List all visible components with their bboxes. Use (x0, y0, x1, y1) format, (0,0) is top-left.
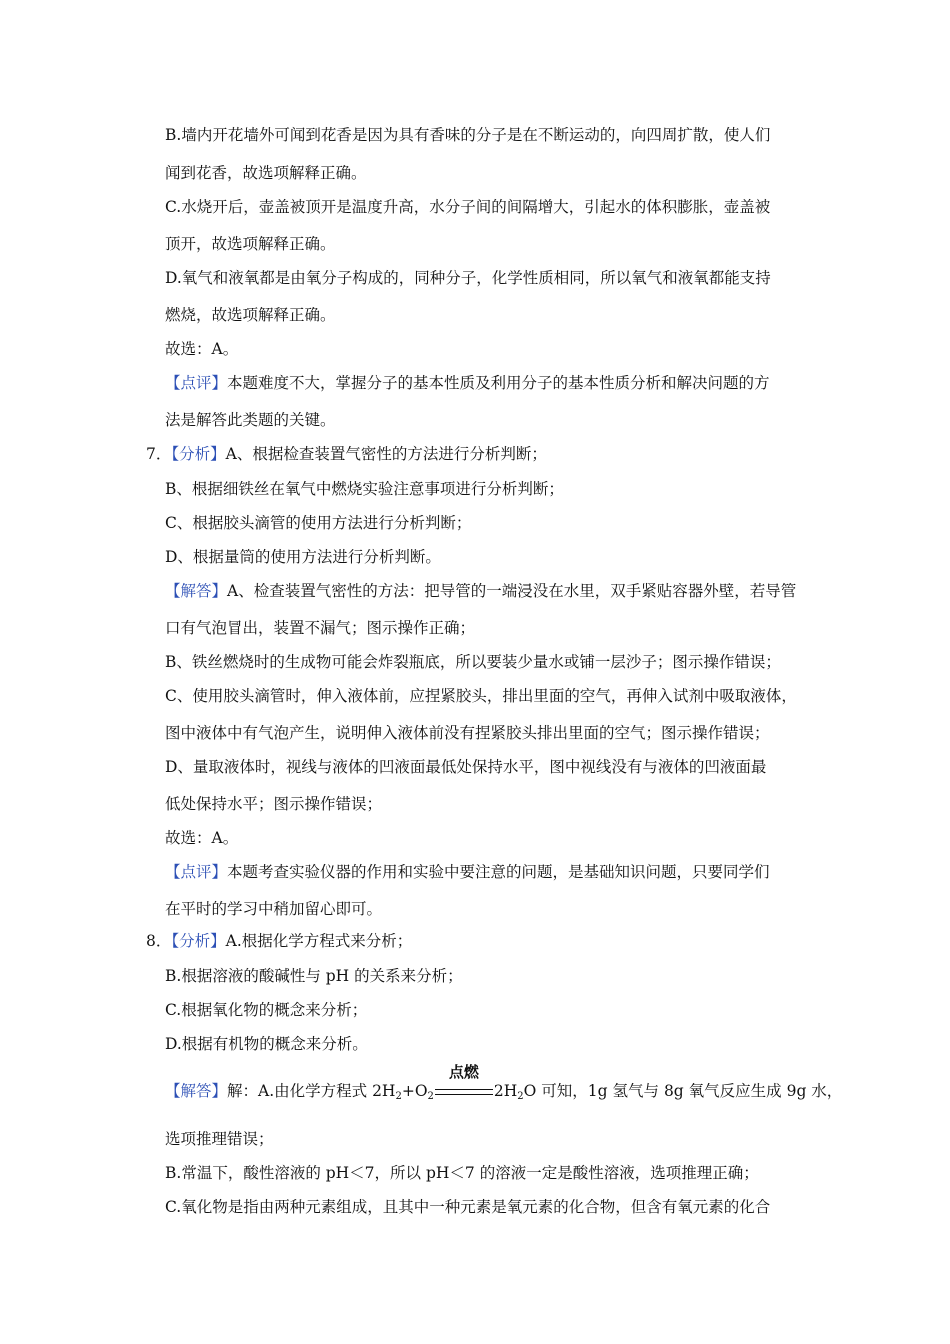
text-line: 顶开，故选项解释正确。 (165, 235, 336, 253)
text-line: C.氧化物是指由两种元素组成，且其中一种元素是氧元素的化合物，但含有氧元素的化合 (165, 1198, 771, 1216)
answer-line (165, 581, 796, 601)
text-line: 低处保持水平；图示操作错误； (165, 795, 383, 813)
text-line: 闻到花香，故选项解释正确。 (165, 164, 367, 182)
text-line: B.根据溶液的酸碱性与 pH 的关系来分析； (165, 967, 463, 985)
answer-text: A、检查装置气密性的方法：把导管的一端浸没在水里，双手紧贴容器外壁，若导管 (227, 582, 797, 600)
comment-line (165, 373, 770, 393)
reaction-condition: 点燃 (448, 1063, 479, 1081)
text-line: 在平时的学习中稍加留心即可。 (165, 900, 383, 918)
text-line: B、根据细铁丝在氧气中燃烧实验注意事项进行分析判断； (165, 480, 564, 498)
equals-sign (435, 1089, 493, 1095)
subscript: 2 (395, 1091, 402, 1102)
answer-tag: 【解答】 (165, 1082, 228, 1100)
text-line: C.水烧开后，壶盖被顶开是温度升高，水分子间的间隔增大，引起水的体积膨胀，壶盖被 (165, 198, 771, 216)
text-line: 图中液体中有气泡产生，说明伸入液体前没有捏紧胶头排出里面的空气；图示操作错误； (165, 724, 770, 742)
subscript: 2 (427, 1091, 434, 1102)
text-line: B.常温下，酸性溶液的 pH＜7，所以 pH＜7 的溶液一定是酸性溶液，选项推理正确； (165, 1164, 759, 1182)
text-line: 燃烧，故选项解释正确。 (165, 306, 336, 324)
answer-text: O 可知，1g 氢气与 8g 氧气反应生成 9g 水， (523, 1082, 843, 1100)
question-8-analysis (146, 931, 412, 951)
text-line: 故选：A。 (165, 340, 239, 358)
question-7-analysis (146, 444, 547, 464)
comment-tag: 【点评】 (165, 374, 228, 392)
analysis-tag: 【分析】 (171, 445, 226, 463)
equation-reactant: +O (401, 1082, 428, 1100)
text-line: B.墙内开花墙外可闻到花香是因为具有香味的分子是在不断运动的，向四周扩散，使人们 (165, 126, 771, 144)
text-line: 故选：A。 (165, 829, 239, 847)
text-line: C.根据氧化物的概念来分析； (165, 1001, 368, 1019)
comment-line (165, 862, 770, 882)
equation-product: 2H (493, 1082, 518, 1100)
text-line: D、根据量筒的使用方法进行分析判断。 (165, 548, 441, 566)
text-line: 法是解答此类题的关键。 (165, 411, 336, 429)
comment-text: 本题难度不大，掌握分子的基本性质及利用分子的基本性质分析和解决问题的方 (227, 374, 770, 392)
text-line: C、根据胶头滴管的使用方法进行分析判断； (165, 514, 472, 532)
answer-line-equation (165, 1063, 843, 1102)
analysis-text: A、根据检查装置气密性的方法进行分析判断； (225, 445, 547, 463)
subscript: 2 (517, 1091, 524, 1102)
text-line: D.氧气和液氧都是由氧分子构成的，同种分子，化学性质相同，所以氧气和液氧都能支持 (165, 269, 771, 287)
analysis-text: A.根据化学方程式来分析； (225, 932, 413, 950)
comment-tag: 【点评】 (165, 863, 228, 881)
answer-text: 解：A.由化学方程式 2H (227, 1082, 396, 1100)
comment-text: 本题考查实验仪器的作用和实验中要注意的问题，是基础知识问题，只要同学们 (227, 863, 770, 881)
reaction-arrow (434, 1063, 494, 1101)
answer-tag: 【解答】 (165, 582, 228, 600)
text-line: B、铁丝燃烧时的生成物可能会炸裂瓶底，所以要装少量水或铺一层沙子；图示操作错误； (165, 653, 781, 671)
text-line: D.根据有机物的概念来分析。 (165, 1035, 368, 1053)
analysis-tag: 【分析】 (171, 932, 226, 950)
text-line: C、使用胶头滴管时，伸入液体前，应捏紧胶头，排出里面的空气，再伸入试剂中吸取液体， (165, 687, 797, 705)
question-number: 8． (146, 932, 172, 950)
text-line: 口有气泡冒出，装置不漏气；图示操作正确； (165, 619, 476, 637)
text-line: 选项推理错误； (165, 1130, 274, 1148)
text-line: D、量取液体时，视线与液体的凹液面最低处保持水平，图中视线没有与液体的凹液面最 (165, 758, 767, 776)
question-number: 7． (146, 445, 172, 463)
